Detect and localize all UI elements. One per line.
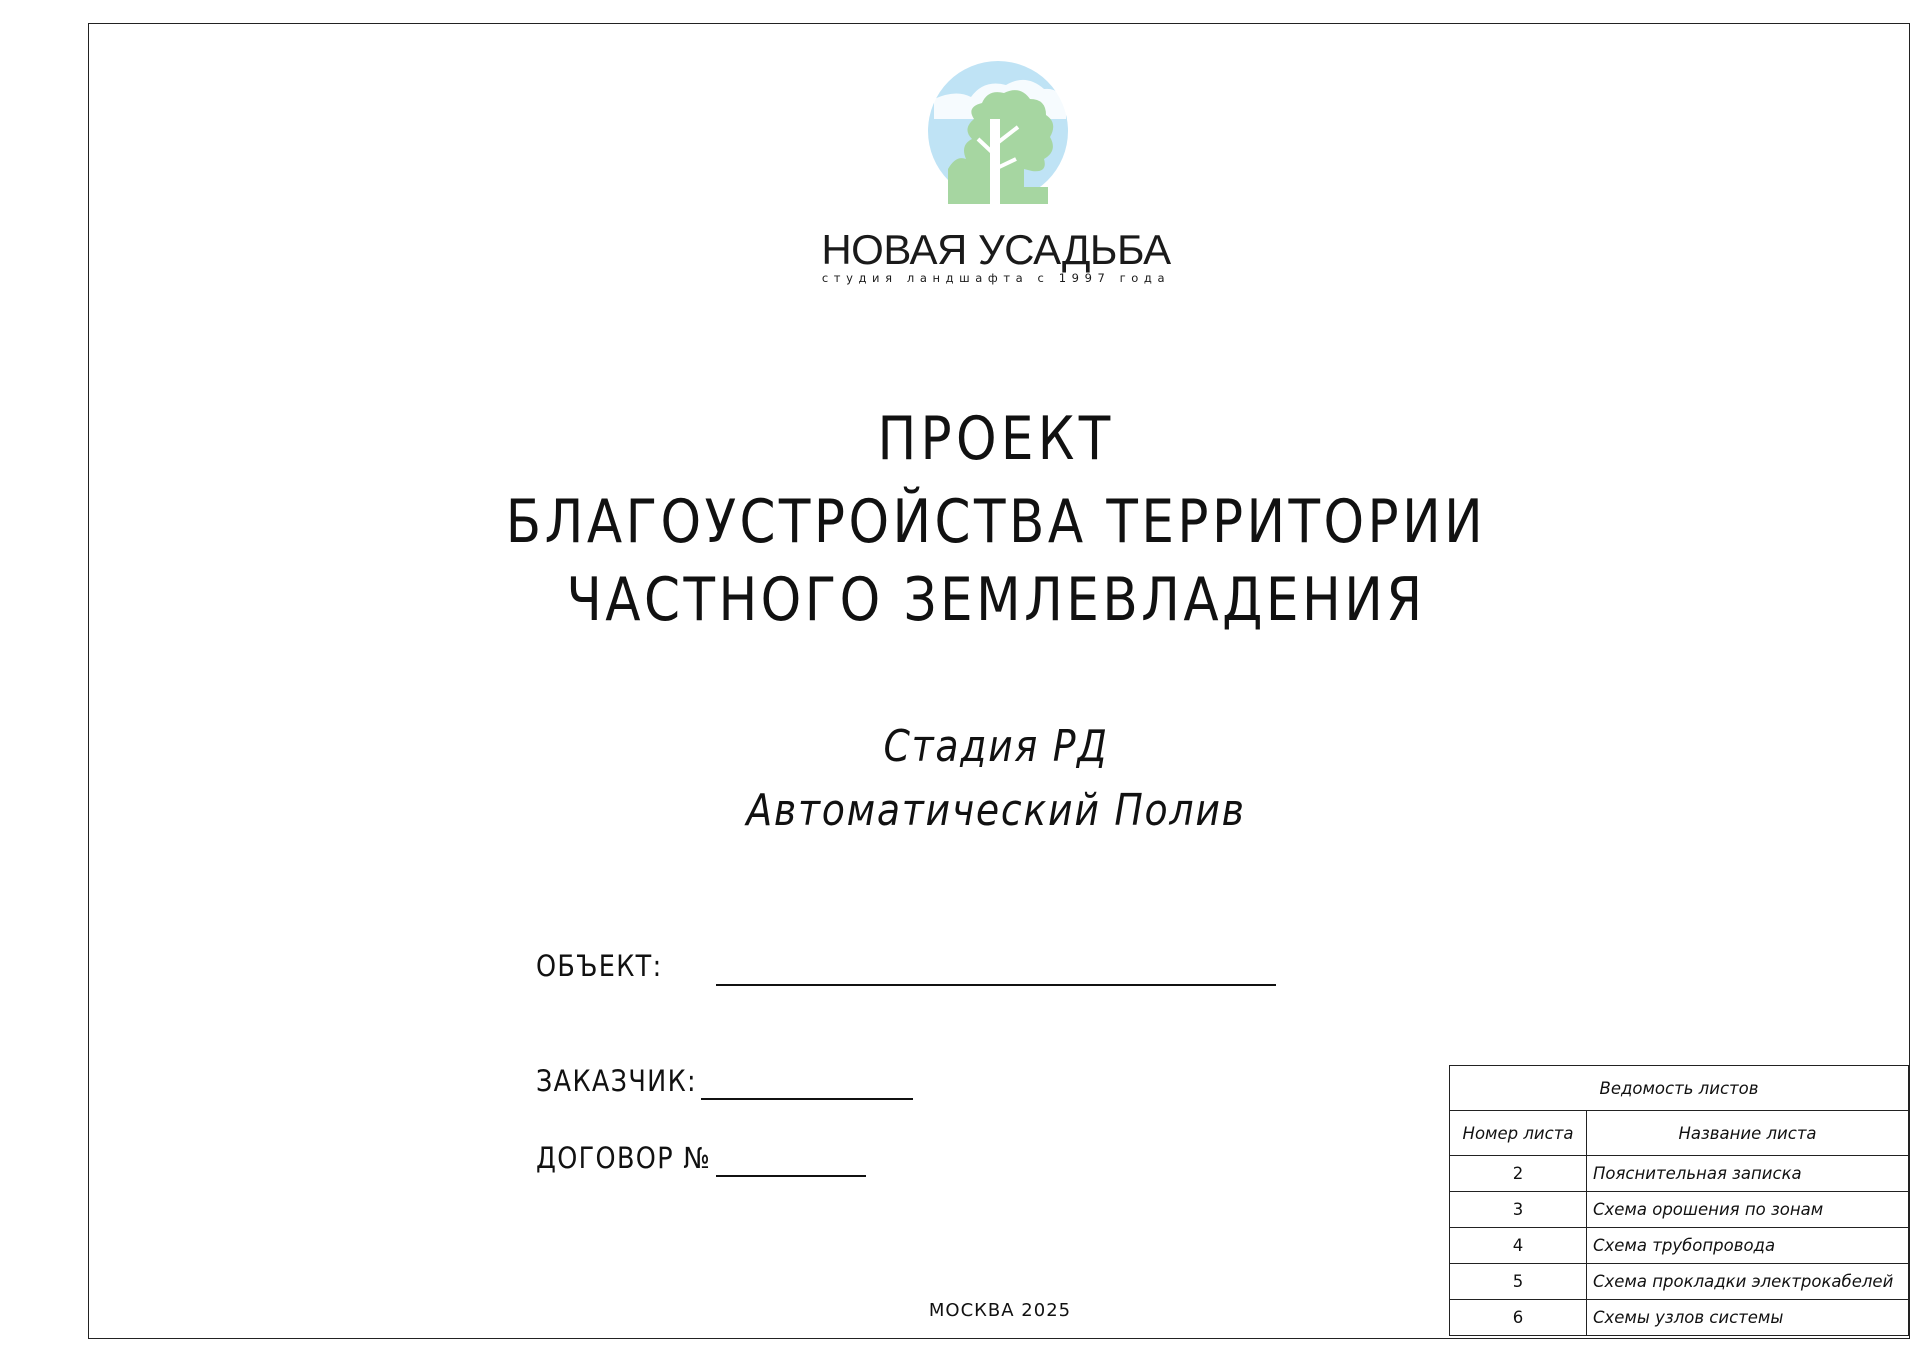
- stage-label: Стадия РД: [883, 721, 1109, 772]
- table-row: [1450, 1192, 1909, 1228]
- sheet-number: 6: [1450, 1300, 1587, 1336]
- table-row: [1450, 1264, 1909, 1300]
- tree-logo-icon: [926, 59, 1071, 204]
- brand-name: НОВАЯ УСАДЬБА: [821, 226, 1171, 273]
- sheet-name: Схема прокладки электрокабелей: [1587, 1264, 1909, 1300]
- table-row: [1450, 1300, 1909, 1336]
- object-line: [716, 984, 1276, 986]
- table-row: [1450, 1156, 1909, 1192]
- contract-line: [716, 1175, 866, 1177]
- sheet-list-caption: Ведомость листов: [1450, 1066, 1909, 1111]
- title-line-2: БЛАГОУСТРОЙСТВА ТЕРРИТОРИИ: [505, 487, 1487, 557]
- sheet-name: Схема трубопровода: [1587, 1228, 1909, 1264]
- section-label: Автоматический Полив: [746, 785, 1246, 836]
- sheet-name: Схемы узлов системы: [1587, 1300, 1909, 1336]
- city-year: МОСКВА 2025: [928, 1300, 1072, 1321]
- brand-tagline: студия ландшафта с 1997 года: [821, 271, 1171, 285]
- sheet-list-table: [1449, 1065, 1909, 1336]
- sheet-name: Схема орошения по зонам: [1587, 1192, 1909, 1228]
- sheet-name: Пояснительная записка: [1587, 1156, 1909, 1192]
- object-label: ОБЪЕКТ:: [536, 949, 663, 983]
- contract-label: ДОГОВОР №: [536, 1141, 712, 1175]
- customer-line: [701, 1098, 913, 1100]
- customer-label: ЗАКАЗЧИК:: [536, 1064, 697, 1098]
- title-line-3: ЧАСТНОГО ЗЕМЛЕВЛАДЕНИЯ: [566, 565, 1426, 635]
- col-number-header: Номер листа: [1450, 1111, 1587, 1156]
- sheet-number: 4: [1450, 1228, 1587, 1264]
- title-line-1: ПРОЕКТ: [877, 404, 1115, 474]
- table-row: [1450, 1228, 1909, 1264]
- col-name-header: Название листа: [1587, 1111, 1909, 1156]
- sheet-number: 2: [1450, 1156, 1587, 1192]
- sheet-number: 5: [1450, 1264, 1587, 1300]
- sheet-number: 3: [1450, 1192, 1587, 1228]
